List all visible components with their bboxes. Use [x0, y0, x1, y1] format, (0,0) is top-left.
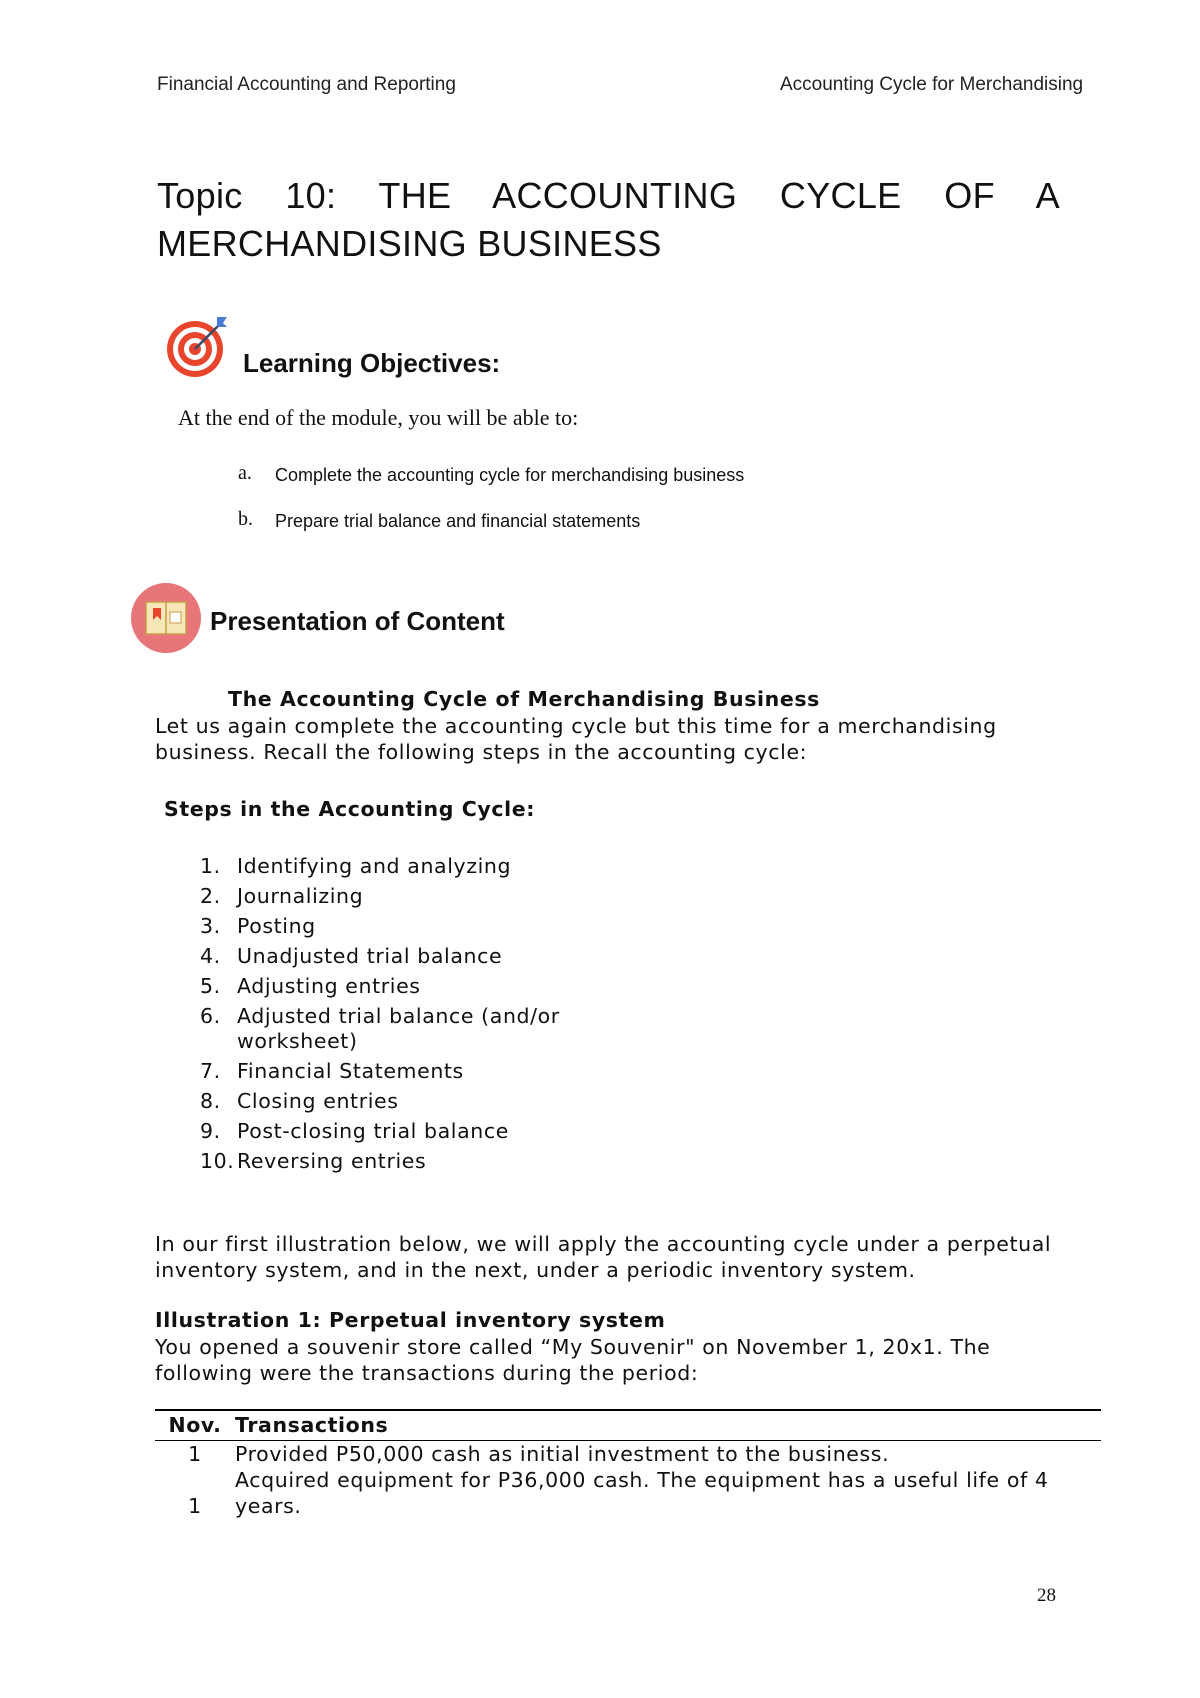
step-text: Identifying and analyzing: [237, 854, 512, 878]
step-number: 3.: [200, 914, 221, 938]
transactions-table: [155, 1409, 1101, 1519]
presentation-heading: Presentation of Content: [210, 606, 505, 636]
step-text: Closing entries: [237, 1089, 399, 1113]
list-item: [200, 974, 597, 999]
objective-text: Complete the accounting cycle for merchandising business: [275, 465, 745, 485]
illustration-intro-paragraph: In our first illustration below, we will apply the accounting cycle under a perpetual inventory system, and in the next, under a periodic inventory system.: [155, 1232, 1052, 1282]
list-item: [200, 884, 597, 909]
list-item: [200, 914, 597, 939]
table-row: [155, 1467, 1101, 1519]
table-row: [155, 1441, 1101, 1468]
page-number: 28: [1037, 1585, 1056, 1606]
intro-paragraph: Let us again complete the accounting cycle but this time for a merchandising business. Recall the following steps in the accounting cycle:: [155, 714, 997, 764]
list-item: [200, 854, 597, 879]
steps-list: [200, 854, 597, 1179]
row-transaction: Acquired equipment for P36,000 cash. The equipment has a useful life of 4 years.: [235, 1468, 1049, 1518]
column-header-transactions: Transactions: [235, 1410, 1101, 1441]
step-number: 5.: [200, 974, 221, 998]
row-date: 1: [188, 1494, 202, 1518]
topic-title: [157, 172, 1060, 268]
target-icon: [165, 313, 231, 379]
step-number: 9.: [200, 1119, 221, 1143]
step-text: Adjusting entries: [237, 974, 421, 998]
topic-title-line1: Topic 10: THE ACCOUNTING CYCLE OF A: [157, 175, 1060, 216]
topic-title-line2: MERCHANDISING BUSINESS: [157, 223, 662, 264]
step-text: Reversing entries: [237, 1149, 427, 1173]
list-item: [200, 1089, 597, 1114]
section-title: The Accounting Cycle of Merchandising Business: [228, 687, 820, 711]
book-icon: [130, 582, 202, 654]
table-header-row: [155, 1410, 1101, 1441]
learning-objectives-heading: Learning Objectives:: [243, 348, 501, 378]
step-text: Unadjusted trial balance: [237, 944, 503, 968]
step-number: 10.: [200, 1149, 235, 1173]
illustration-title: Illustration 1: Perpetual inventory system: [155, 1308, 666, 1332]
step-text: Journalizing: [237, 884, 364, 908]
list-item: [200, 1149, 597, 1174]
objective-marker: b.: [238, 508, 253, 530]
row-transaction: Provided P50,000 cash as initial investment to the business.: [235, 1442, 890, 1466]
list-item: [200, 1119, 597, 1144]
list-item: [200, 1004, 567, 1054]
steps-heading: Steps in the Accounting Cycle:: [164, 797, 536, 821]
step-text: Adjusted trial balance (and/or worksheet): [237, 1004, 560, 1053]
column-header-date: Nov.: [155, 1410, 235, 1441]
step-text: Post-closing trial balance: [237, 1119, 509, 1143]
list-item: [200, 944, 597, 969]
row-date: 1: [188, 1442, 202, 1466]
step-number: 1.: [200, 854, 221, 878]
objective-marker: a.: [238, 462, 252, 484]
step-number: 2.: [200, 884, 221, 908]
step-number: 4.: [200, 944, 221, 968]
step-number: 6.: [200, 1004, 221, 1028]
illustration-paragraph: You opened a souvenir store called “My Souvenir" on November 1, 20x1. The following were the transactions during the period:: [155, 1335, 991, 1385]
step-number: 7.: [200, 1059, 221, 1083]
header-left-title: Financial Accounting and Reporting: [157, 74, 456, 95]
objective-text: Prepare trial balance and financial statements: [275, 511, 641, 531]
learning-objectives-intro: At the end of the module, you will be able to:: [178, 405, 579, 430]
step-number: 8.: [200, 1089, 221, 1113]
step-text: Posting: [237, 914, 316, 938]
header-right-title: Accounting Cycle for Merchandising: [780, 74, 1084, 95]
list-item: [200, 1059, 597, 1084]
step-text: Financial Statements: [237, 1059, 464, 1083]
